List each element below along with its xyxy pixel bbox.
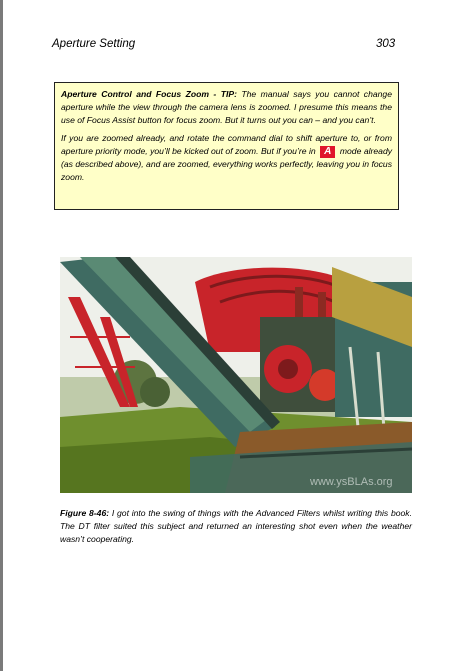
figure-label: Figure 8-46:: [60, 508, 110, 518]
tip-paragraph-2: [61, 132, 392, 185]
photo-watermark: www.ysBLAs.org: [310, 476, 393, 488]
figure-caption-text: I got into the swing of things with the Advanced Filters whilst writing this book. The DT filter suited this subject and returned an interesting shot even when the weather wasn’t cooperating.: [60, 508, 412, 545]
aperture-mode-badge-icon: A: [320, 146, 335, 158]
page-left-border: [0, 0, 3, 671]
figure-caption: [60, 507, 412, 547]
page-number: 303: [376, 38, 396, 50]
figure-photo: [60, 257, 412, 493]
machinery-photo: [60, 257, 412, 493]
tip-paragraph-1: [61, 88, 392, 128]
tip-text-2b: mode already (as described above), and are zoomed, everything works perfectly, leaving you in focus zoom.: [61, 145, 393, 183]
tip-box: [54, 82, 399, 210]
tip-lead: Aperture Control and Focus Zoom - TIP:: [61, 89, 237, 99]
tip-text-1: The manual says you cannot change aperture while the view through the camera lens is zoomed. I presume this means the use of Focus Assist button for focus zoom. But it turns out you can – and you can’t.: [61, 89, 392, 126]
running-header-title: Aperture Setting: [52, 38, 136, 50]
tip-text-2a: If you are zoomed already, and rotate the command dial to shift aperture to, or from aperture priority mode, you’ll be kicked out of zoom. But if you’re in: [61, 132, 392, 156]
